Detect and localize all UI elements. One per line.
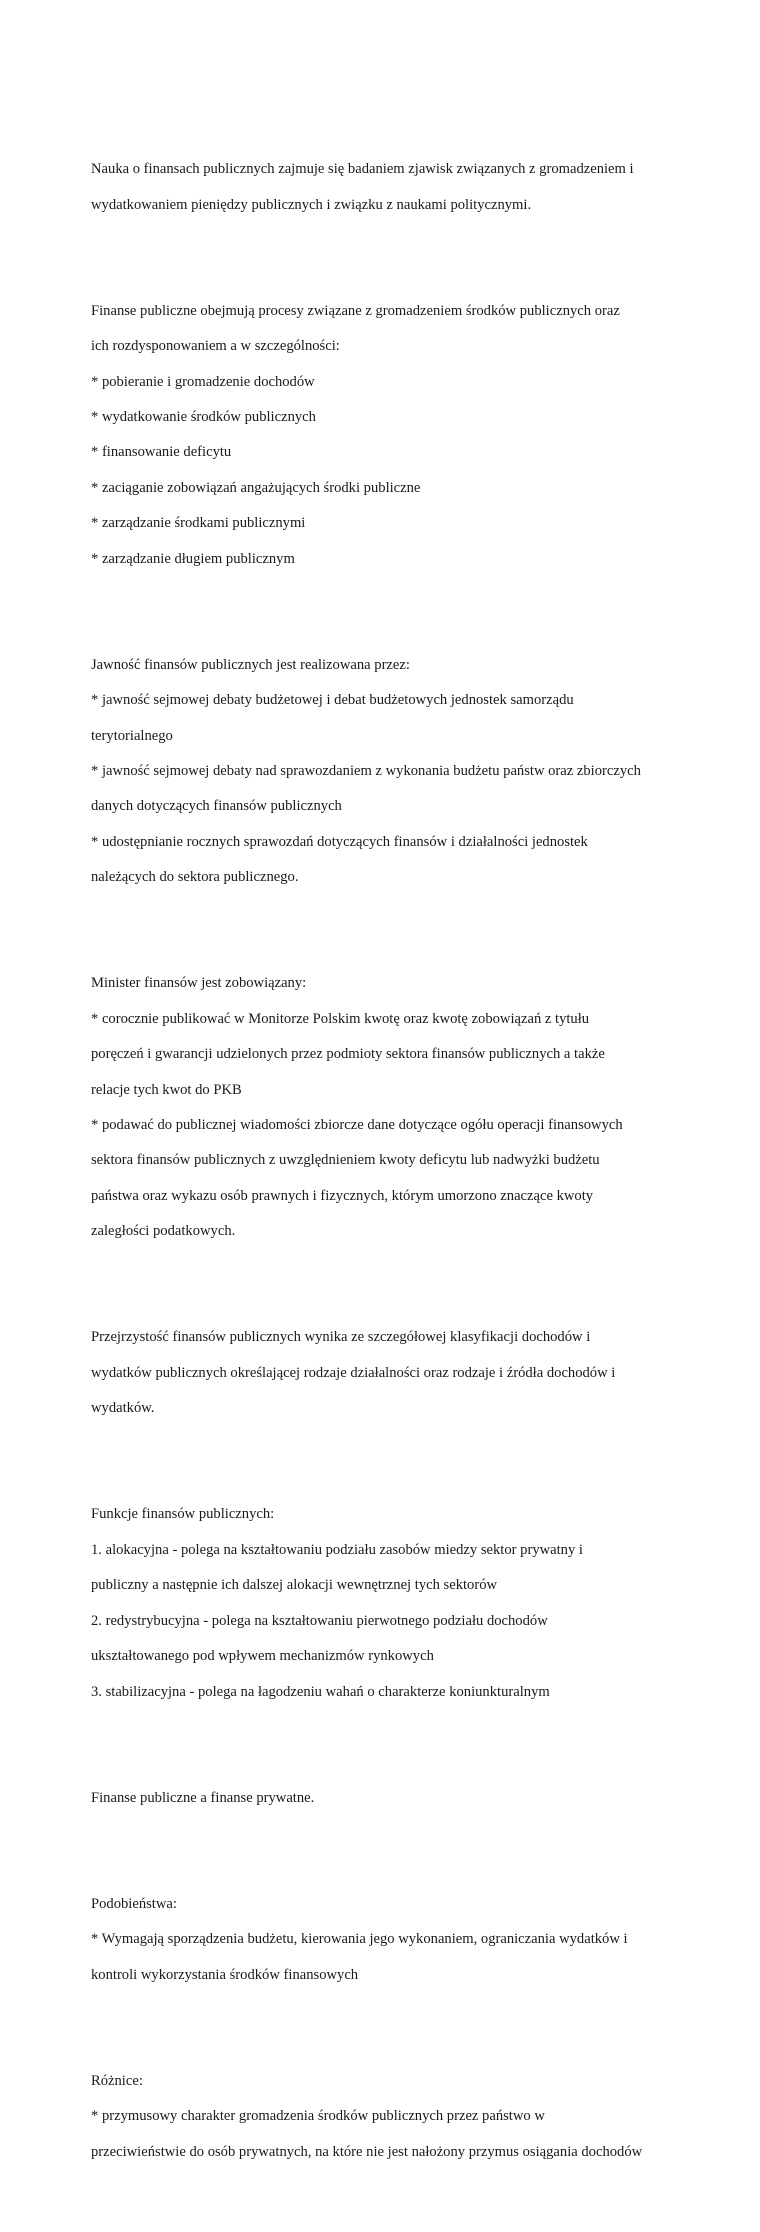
list-item: * pobieranie i gromadzenie dochodów <box>91 373 315 390</box>
list-item: 1. alokacyjna - polega na kształtowaniu podziału zasobów miedzy sektor prywatny i <box>91 1541 583 1558</box>
text-line: Różnice: <box>91 2072 143 2089</box>
text-line: relacje tych kwot do PKB <box>91 1081 242 1098</box>
text-line: wydatków. <box>91 1400 155 1417</box>
list-item: * jawność sejmowej debaty budżetowej i debat budżetowych jednostek samorządu <box>91 692 574 709</box>
paragraph-similarities <box>91 1878 681 2002</box>
paragraph-public-vs-private <box>91 1772 681 1825</box>
text-line: Przejrzystość finansów publicznych wynika ze szczegółowej klasyfikacji dochodów i <box>91 1329 591 1346</box>
text-line: zaległości podatkowych. <box>91 1223 236 1240</box>
list-item: * zarządzanie długiem publicznym <box>91 550 295 567</box>
paragraph-differences <box>91 2055 681 2179</box>
text-line: przeciwieństwie do osób prywatnych, na które nie jest nałożony przymus osiągania dochodów <box>91 2143 643 2160</box>
text-line: Minister finansów jest zobowiązany: <box>91 975 307 992</box>
text-line: Jawność finansów publicznych jest realizowana przez: <box>91 656 410 673</box>
list-item: * wydatkowanie środków publicznych <box>91 408 316 425</box>
text-line: wydatków publicznych określającej rodzaje działalności oraz rodzaje i źródła dochodów i <box>91 1364 616 1381</box>
text-line: Funkcje finansów publicznych: <box>91 1506 275 1523</box>
list-item: * zaciąganie zobowiązań angażujących środki publiczne <box>91 479 421 496</box>
text-line: danych dotyczących finansów publicznych <box>91 798 342 815</box>
text-line: kontroli wykorzystania środków finansowych <box>91 1966 359 1983</box>
text-line: wydatkowaniem pieniędzy publicznych i związku z naukami politycznymi. <box>91 196 532 213</box>
text-line: Podobieństwa: <box>91 1895 177 1912</box>
list-item: * udostępnianie rocznych sprawozdań dotyczących finansów i działalności jednostek <box>91 833 588 850</box>
text-line: Finanse publiczne a finanse prywatne. <box>91 1789 315 1806</box>
text-line: sektora finansów publicznych z uwzględnieniem kwoty deficytu lub nadwyżki budżetu <box>91 1152 600 1169</box>
list-item: * zarządzanie środkami publicznymi <box>91 515 306 532</box>
text-line: państwa oraz wykazu osób prawnych i fizycznych, którym umorzono znaczące kwoty <box>91 1187 594 1204</box>
text-line: Nauka o finansach publicznych zajmuje się badaniem zjawisk związanych z gromadzeniem i <box>91 161 634 178</box>
paragraph-clarity <box>91 1312 681 1436</box>
text-line: należących do sektora publicznego. <box>91 869 299 886</box>
list-item: * corocznie publikować w Monitorze Polskim kwotę oraz kwotę zobowiązań z tytułu <box>91 1010 590 1027</box>
paragraph-scope <box>91 285 681 586</box>
list-item: 2. redystrybucyjna - polega na kształtowaniu pierwotnego podziału dochodów <box>91 1612 548 1629</box>
list-item: * przymusowy charakter gromadzenia środków publicznych przez państwo w <box>91 2108 545 2125</box>
paragraph-transparency <box>91 639 681 905</box>
text-line: poręczeń i gwarancji udzielonych przez podmioty sektora finansów publicznych a także <box>91 1046 605 1063</box>
list-item: * Wymagają sporządzenia budżetu, kierowania jego wykonaniem, ograniczania wydatków i <box>91 1931 628 1948</box>
list-item: * jawność sejmowej debaty nad sprawozdaniem z wykonania budżetu państw oraz zbiorczych <box>91 762 641 779</box>
paragraph-definition <box>91 143 681 232</box>
document-page <box>91 108 681 2232</box>
text-line: terytorialnego <box>91 727 173 744</box>
list-item: * finansowanie deficytu <box>91 444 232 461</box>
text-line: ukształtowanego pod wpływem mechanizmów rynkowych <box>91 1648 434 1665</box>
paragraph-functions <box>91 1489 681 1719</box>
text-line: ich rozdysponowaniem a w szczególności: <box>91 338 340 355</box>
paragraph-minister <box>91 958 681 1259</box>
text-line: Finanse publiczne obejmują procesy związane z gromadzeniem środków publicznych oraz <box>91 302 620 319</box>
list-item: * podawać do publicznej wiadomości zbiorcze dane dotyczące ogółu operacji finansowych <box>91 1117 623 1134</box>
text-line: publiczny a następnie ich dalszej alokacji wewnętrznej tych sektorów <box>91 1577 498 1594</box>
list-item: 3. stabilizacyjna - polega na łagodzeniu wahań o charakterze koniunkturalnym <box>91 1683 550 1700</box>
